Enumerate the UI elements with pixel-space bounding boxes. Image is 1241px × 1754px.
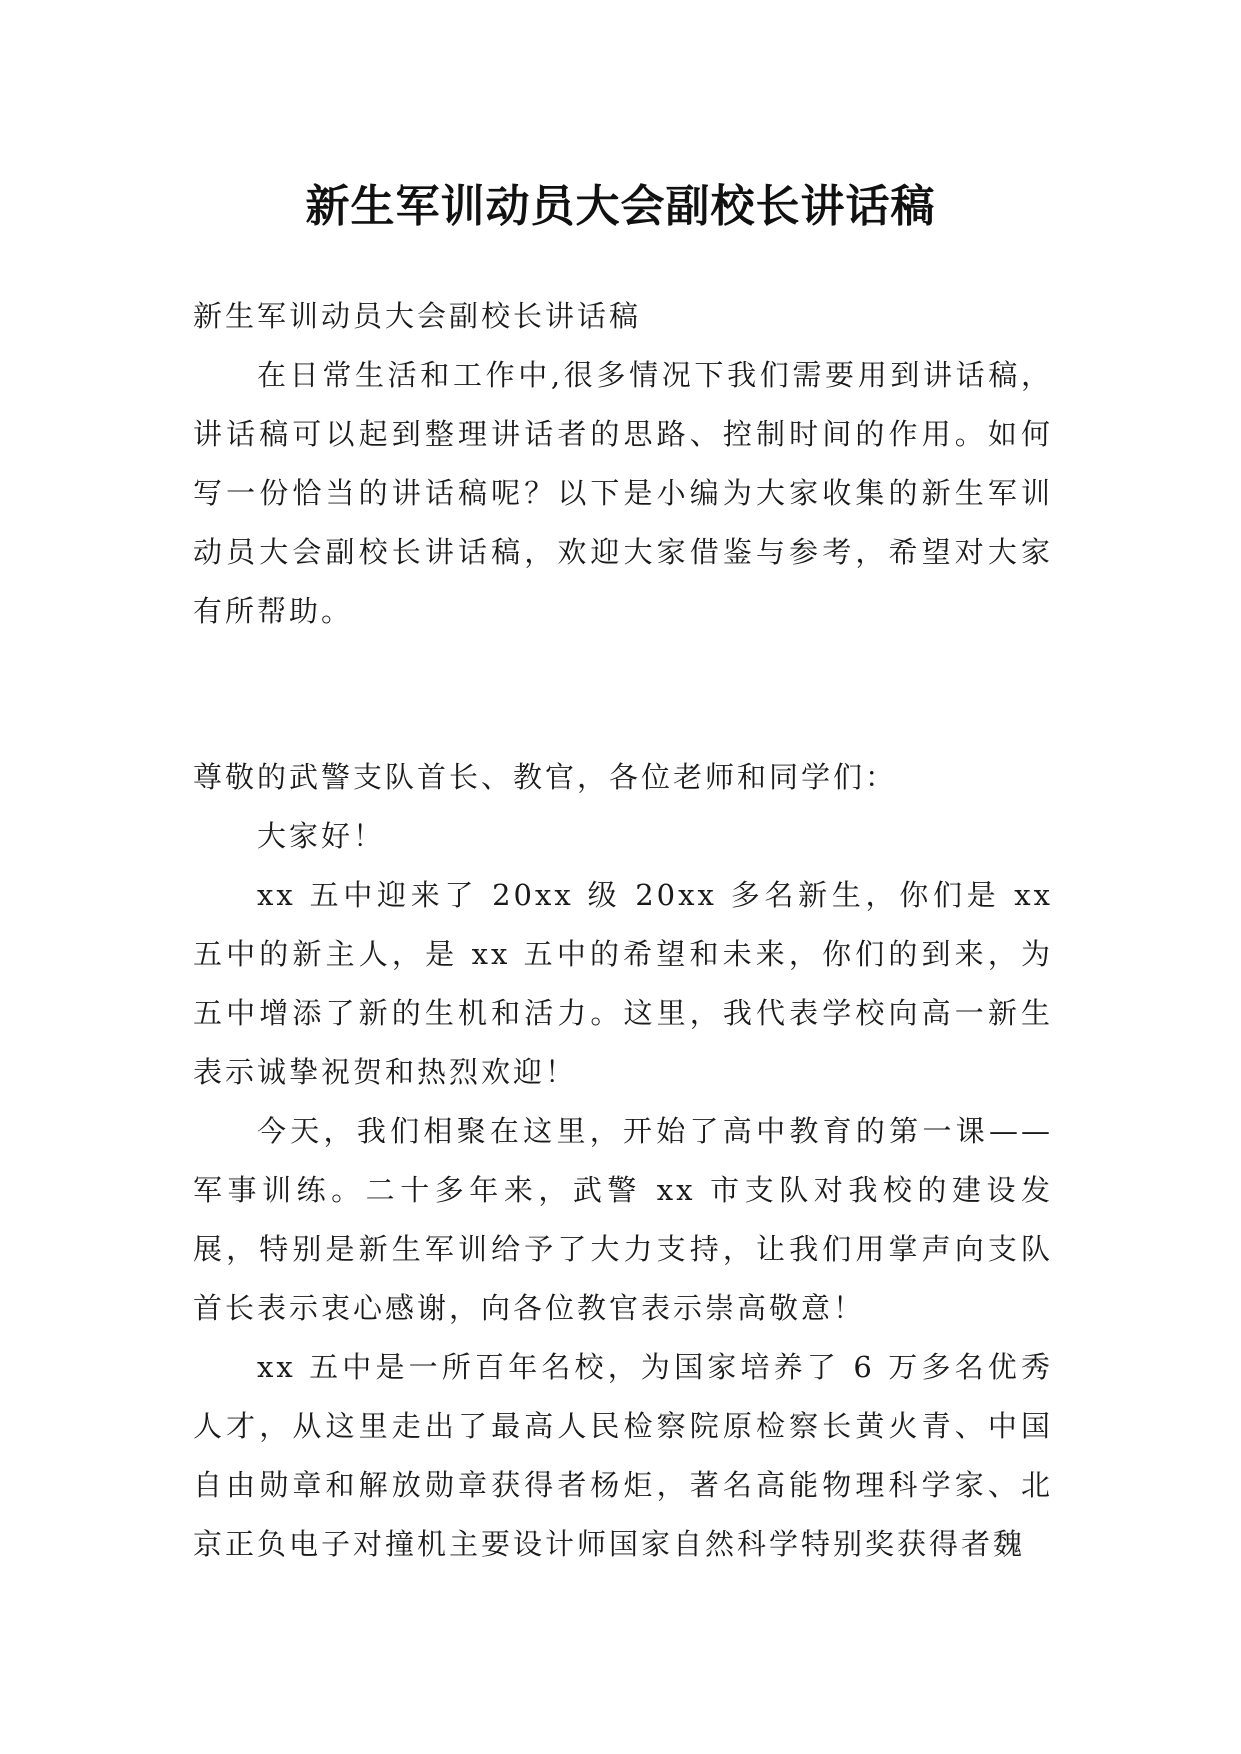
greeting: 大家好！ [257, 819, 386, 853]
intro-section [193, 287, 1053, 641]
speech-paragraph-1: xx 五中迎来了 20xx 级 20xx 多名新生，你们是 xx 五中的新主人，是 xx 五中的希望和未来，你们的到来，为五中增添了新的生机和活力。这里，我代表学校向高一新生表示诚挚祝贺和热烈欢迎！ [193, 878, 1053, 1089]
intro-paragraph: 在日常生活和工作中,很多情况下我们需要用到讲话稿，讲话稿可以起到整理讲话者的思路、控制时间的作用。如何写一份恰当的讲话稿呢？以下是小编为大家收集的新生军训动员大会副校长讲话稿，欢迎大家借鉴与参考，希望对大家有所帮助。 [193, 358, 1053, 628]
speech-section [193, 748, 1053, 1574]
speech-paragraph-3: xx 五中是一所百年名校，为国家培养了 6 万多名优秀人才，从这里走出了最高人民检察院原检察长黄火青、中国自由勋章和解放勋章获得者杨炬，著名高能物理科学家、北京正负电子对撞机主要设计师国家自然科学特别奖获得者魏 [193, 1350, 1053, 1561]
document-subtitle: 新生军训动员大会副校长讲话稿 [193, 299, 642, 333]
speech-paragraph-2: 今天，我们相聚在这里，开始了高中教育的第一课——军事训练。二十多年来，武警 xx 市支队对我校的建设发展，特别是新生军训给予了大力支持，让我们用掌声向支队首长表示衷心感谢，向各位教官表示崇高敬意！ [193, 1114, 1053, 1325]
salutation: 尊敬的武警支队首长、教官，各位老师和同学们： [193, 760, 898, 794]
document-title: 新生军训动员大会副校长讲话稿 [305, 181, 936, 233]
